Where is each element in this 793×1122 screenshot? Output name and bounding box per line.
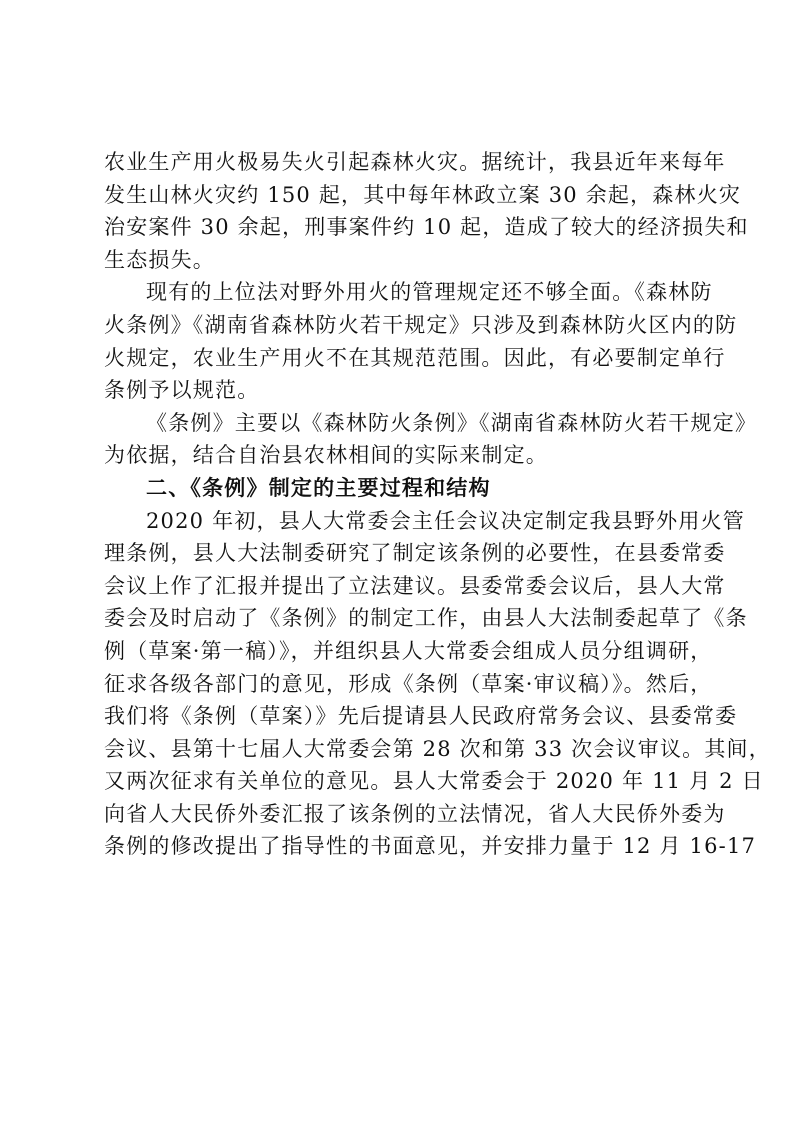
paragraph-line: 2020 年初，县人大常委会主任会议决定制定我县野外用火管	[146, 508, 745, 533]
paragraph-line: 火规定，农业生产用火不在其规范范围。因此，有必要制定单行	[104, 345, 726, 370]
section-heading: 二、《条例》制定的主要过程和结构	[146, 475, 491, 500]
paragraph-line: 治安案件 30 余起，刑事案件约 10 起，造成了较大的经济损失和	[104, 215, 749, 240]
paragraph-line: 会议上作了汇报并提出了立法建议。县委常委会议后，县人大常	[104, 573, 726, 598]
paragraph-line: 为依据，结合自治县农林相间的实际来制定。	[104, 443, 548, 468]
paragraph-line: 我们将《条例（草案）》先后提请县人民政府常务会议、县委常委	[104, 704, 738, 729]
document-page	[104, 146, 771, 863]
paragraph	[104, 505, 771, 864]
paragraph	[104, 276, 738, 406]
paragraph-line: 条例的修改提出了指导性的书面意见，并安排力量于 12 月 16-17	[104, 834, 757, 859]
paragraph-line: 又两次征求有关单位的意见。县人大常委会于 2020 年 11 月 2 日	[104, 769, 764, 794]
paragraph-line: 《条例》主要以《森林防火条例》《湖南省森林防火若干规定》	[146, 410, 758, 435]
paragraph-line: 农业生产用火极易失火引起森林火灾。据统计，我县近年来每年	[104, 150, 726, 174]
paragraph-line: 例（草案·第一稿）》，并组织县人大常委会组成人员分组调研，	[104, 638, 713, 663]
paragraph	[104, 146, 749, 276]
paragraph-line: 向省人大民侨外委汇报了该条例的立法情况，省人大民侨外委为	[104, 801, 726, 826]
paragraph-line: 发生山林火灾约 150 起，其中每年林政立案 30 余起，森林火灾	[104, 182, 742, 207]
paragraph	[104, 407, 758, 472]
paragraph-line: 现有的上位法对野外用火的管理规定还不够全面。《森林防	[146, 280, 713, 305]
paragraph-line: 征求各级各部门的意见，形成《条例（草案·审议稿）》。然后，	[104, 671, 713, 696]
paragraph-line: 火条例》《湖南省森林防火若干规定》只涉及到森林防火区内的防	[104, 312, 738, 337]
paragraph-line: 委会及时启动了《条例》的制定工作，由县人大法制委起草了《条	[104, 606, 748, 631]
paragraph-line: 生态损失。	[104, 247, 215, 272]
paragraph-line: 理条例，县人大法制委研究了制定该条例的必要性，在县委常委	[104, 541, 726, 566]
paragraph-line: 条例予以规范。	[104, 378, 260, 403]
paragraph-line: 会议、县第十七届人大常委会第 28 次和第 33 次会议审议。其间，	[104, 736, 771, 761]
